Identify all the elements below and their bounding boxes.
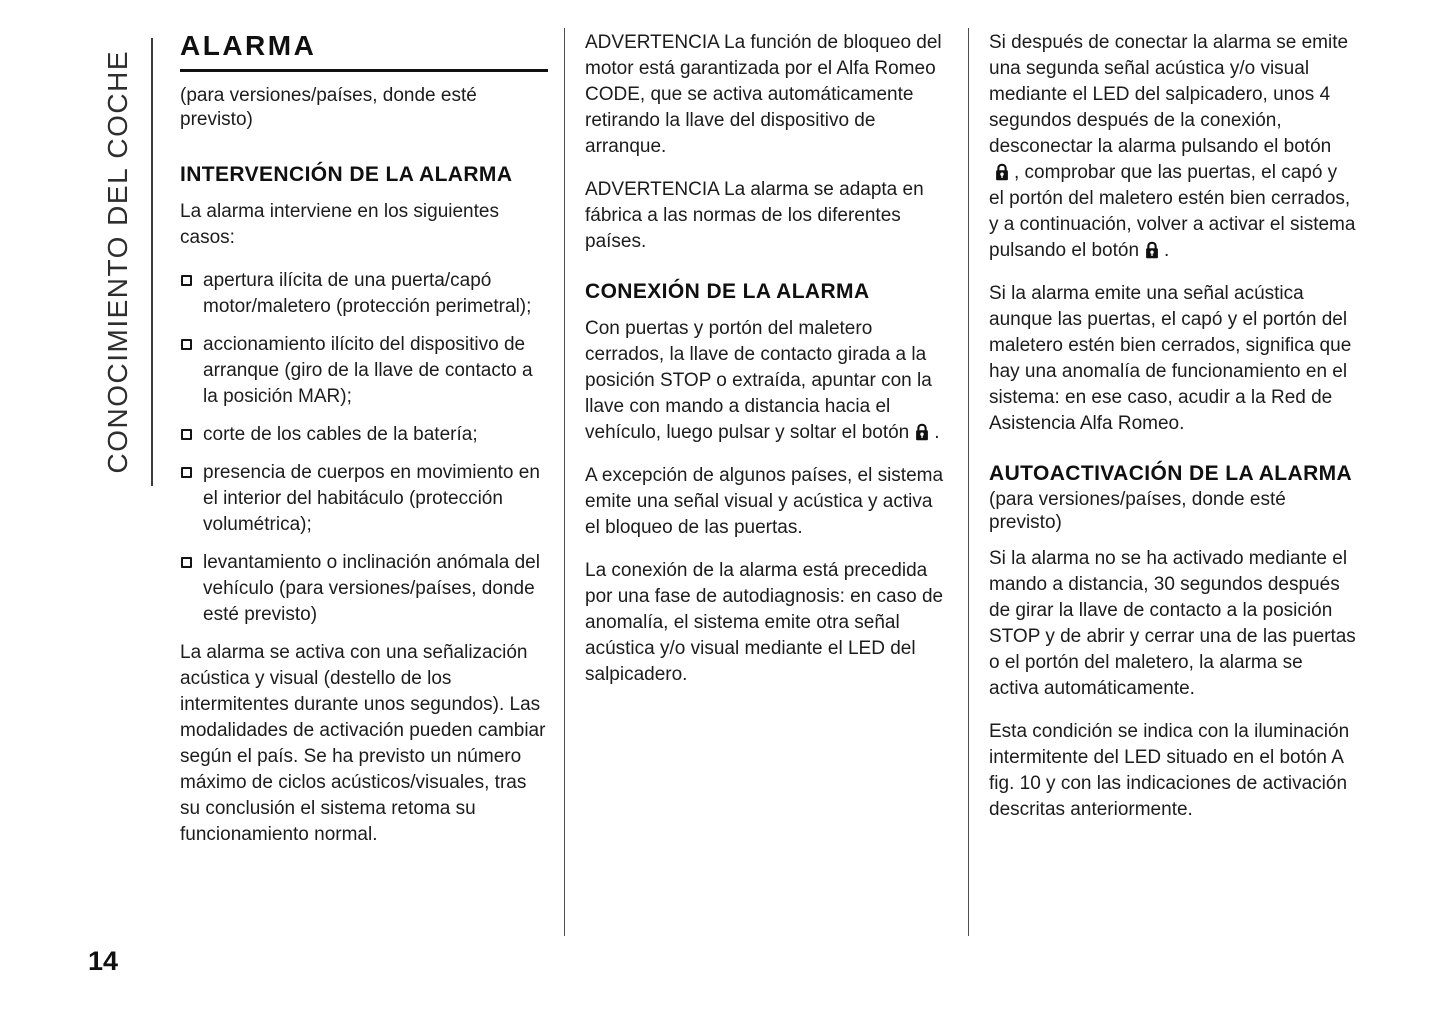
paragraph-reconnect (989, 30, 1356, 264)
bullet-text: apertura ilícita de una puerta/capó motor/maletero (protección perimetral); (203, 270, 532, 317)
bullet-text: levantamiento o inclinación anómala del vehículo (para versiones/países, donde esté previsto) (203, 552, 540, 625)
column-2 (564, 28, 968, 936)
list-item (180, 268, 548, 320)
page-number: 14 (88, 946, 119, 976)
lock-icon (1145, 241, 1159, 259)
lock-icon (915, 423, 929, 441)
section-heading-conexion: CONEXIÓN DE LA ALARMA (585, 280, 870, 303)
warning-paragraph: ADVERTENCIA La alarma se adapta en fábrica a las normas de los diferentes países. (585, 179, 924, 252)
column-1 (160, 28, 564, 936)
section-heading-autoactivacion: AUTOACTIVACIÓN DE LA ALARMA (989, 462, 1353, 485)
lock-icon (995, 163, 1009, 181)
chapter-title-vertical: CONOCIMIENTO DEL COCHE (102, 50, 133, 474)
square-bullet-icon (181, 429, 192, 440)
text-segment: Si después de conectar la alarma se emite una segunda señal acústica y/o visual mediante el LED del salpicadero, unos 4 segundos después de la conexión, desconectar la alarma pulsando el botón (989, 32, 1349, 157)
paragraph: Si la alarma no se ha activado mediante el mando a distancia, 30 segundos después de girar la llave de contacto a la posición STOP y de abrir y cerrar una de las puertas o el portón del maletero, la alarma se activa automáticamente. (989, 548, 1356, 699)
warning-paragraph: ADVERTENCIA La función de bloqueo del motor está garantizada por el Alfa Romeo CODE, que se activa automáticamente retirando la llave del dispositivo de arranque. (585, 32, 942, 157)
bullet-text: accionamiento ilícito del dispositivo de arranque (giro de la llave de contacto a la posición MAR); (203, 334, 533, 407)
page-title: ALARMA (180, 30, 548, 72)
paragraph: Si la alarma emite una señal acústica aunque las puertas, el capó y el portón del maletero estén bien cerrados, significa que hay una anomalía de funcionamiento en el sistema: en ese caso, acudir a la Red de Asistencia Alfa Romeo. (989, 283, 1352, 434)
paragraph-closing: La alarma se activa con una señalización acústica y visual (destello de los intermitentes durante unos segundos). Las modalidades de activación pueden cambiar según el país. Se ha previsto un número máximo de ciclos acústicos/visuales, tras su conclusión el sistema retoma su funcionamiento normal. (180, 642, 546, 845)
list-item (180, 460, 548, 538)
square-bullet-icon (181, 557, 192, 568)
title-subtitle: (para versiones/países, donde esté previsto) (180, 85, 477, 130)
paragraph: Esta condición se indica con la iluminación intermitente del LED situado en el botón A fig. 10 y con las indicaciones de activación descritas anteriormente. (989, 721, 1350, 820)
text-segment: . (1164, 240, 1170, 261)
square-bullet-icon (181, 339, 192, 350)
heading-subtitle: (para versiones/países, donde esté previsto) (989, 489, 1286, 533)
text-segment: , comprobar que las puertas, el capó y el portón del maletero estén bien cerrados, y a continuación, volver a activar el sistema pulsando el botón (989, 162, 1356, 261)
list-item (180, 332, 548, 410)
text-segment: Con puertas y portón del maletero cerrados, la llave de contacto girada a la posición STOP o extraída, apuntar con la llave con mando a distancia hacia el vehículo, luego pulsar y soltar el botón (585, 318, 932, 443)
list-item (180, 422, 548, 448)
square-bullet-icon (181, 467, 192, 478)
paragraph: A excepción de algunos países, el sistema emite una señal visual y acústica y activa el bloqueo de las puertas. (585, 465, 944, 538)
column-3 (968, 28, 1372, 936)
list-item (180, 550, 548, 628)
square-bullet-icon (181, 275, 192, 286)
chapter-tab (94, 38, 142, 486)
paragraph-connect (585, 316, 952, 446)
text-segment: . (934, 422, 940, 443)
chapter-rule (151, 38, 153, 486)
text-columns (160, 28, 1372, 936)
paragraph: La conexión de la alarma está precedida por una fase de autodiagnosis: en caso de anomalía, el sistema emite otra señal acústica y/o visual mediante el LED del salpicadero. (585, 560, 944, 685)
paragraph-intro: La alarma interviene en los siguientes casos: (180, 201, 499, 248)
section-heading-intervencion: INTERVENCIÓN DE LA ALARMA (180, 163, 513, 186)
bullet-text: corte de los cables de la batería; (203, 424, 478, 445)
bullet-text: presencia de cuerpos en movimiento en el interior del habitáculo (protección volumétrica); (203, 462, 540, 535)
